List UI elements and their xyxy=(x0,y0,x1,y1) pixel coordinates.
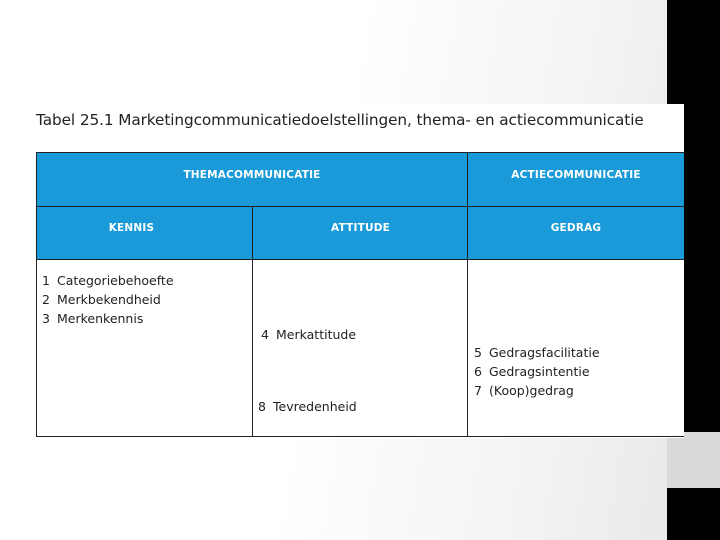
header-themacommunicatie-label: THEMACOMMUNICATIE xyxy=(183,169,321,181)
header-attitude xyxy=(253,206,468,260)
list-item: 1 Categoriebehoefte xyxy=(42,273,174,288)
header-gedrag-label: GEDRAG xyxy=(550,222,602,234)
right-edge-grey-block xyxy=(667,432,720,488)
header-bottom-border xyxy=(36,259,684,260)
table-left-border xyxy=(36,152,37,437)
header-attitude-label: ATTITUDE xyxy=(331,222,390,234)
header-kennis-label: KENNIS xyxy=(108,222,155,234)
column-divider-kennis-attitude xyxy=(252,206,253,437)
header-divider xyxy=(36,206,684,207)
header-actiecommunicatie xyxy=(468,152,684,206)
list-item: 5 Gedragsfacilitatie xyxy=(474,345,600,360)
table-top-border xyxy=(36,152,684,153)
table-title: Tabel 25.1 Marketingcommunicatiedoelstellingen, thema- en actiecommunicatie xyxy=(36,111,644,129)
list-item: 2 Merkbekendheid xyxy=(42,292,161,307)
list-item: 3 Merkenkennis xyxy=(42,311,144,326)
header-gedrag xyxy=(468,206,684,260)
attitude-list-bottom xyxy=(258,397,357,416)
list-item: 8 Tevredenheid xyxy=(258,399,357,414)
attitude-list-top xyxy=(261,325,356,344)
header-themacommunicatie xyxy=(36,152,468,206)
table-bottom-border xyxy=(36,436,684,437)
list-item: 6 Gedragsintentie xyxy=(474,364,590,379)
kennis-list xyxy=(42,271,174,328)
column-divider-thema-actie xyxy=(467,152,468,437)
list-item: 4 Merkattitude xyxy=(261,327,357,342)
gedrag-list xyxy=(474,343,600,400)
header-kennis xyxy=(36,206,253,260)
list-item: 7 (Koop)gedrag xyxy=(474,383,574,398)
header-actiecommunicatie-label: ACTIECOMMUNICATIE xyxy=(511,169,641,181)
